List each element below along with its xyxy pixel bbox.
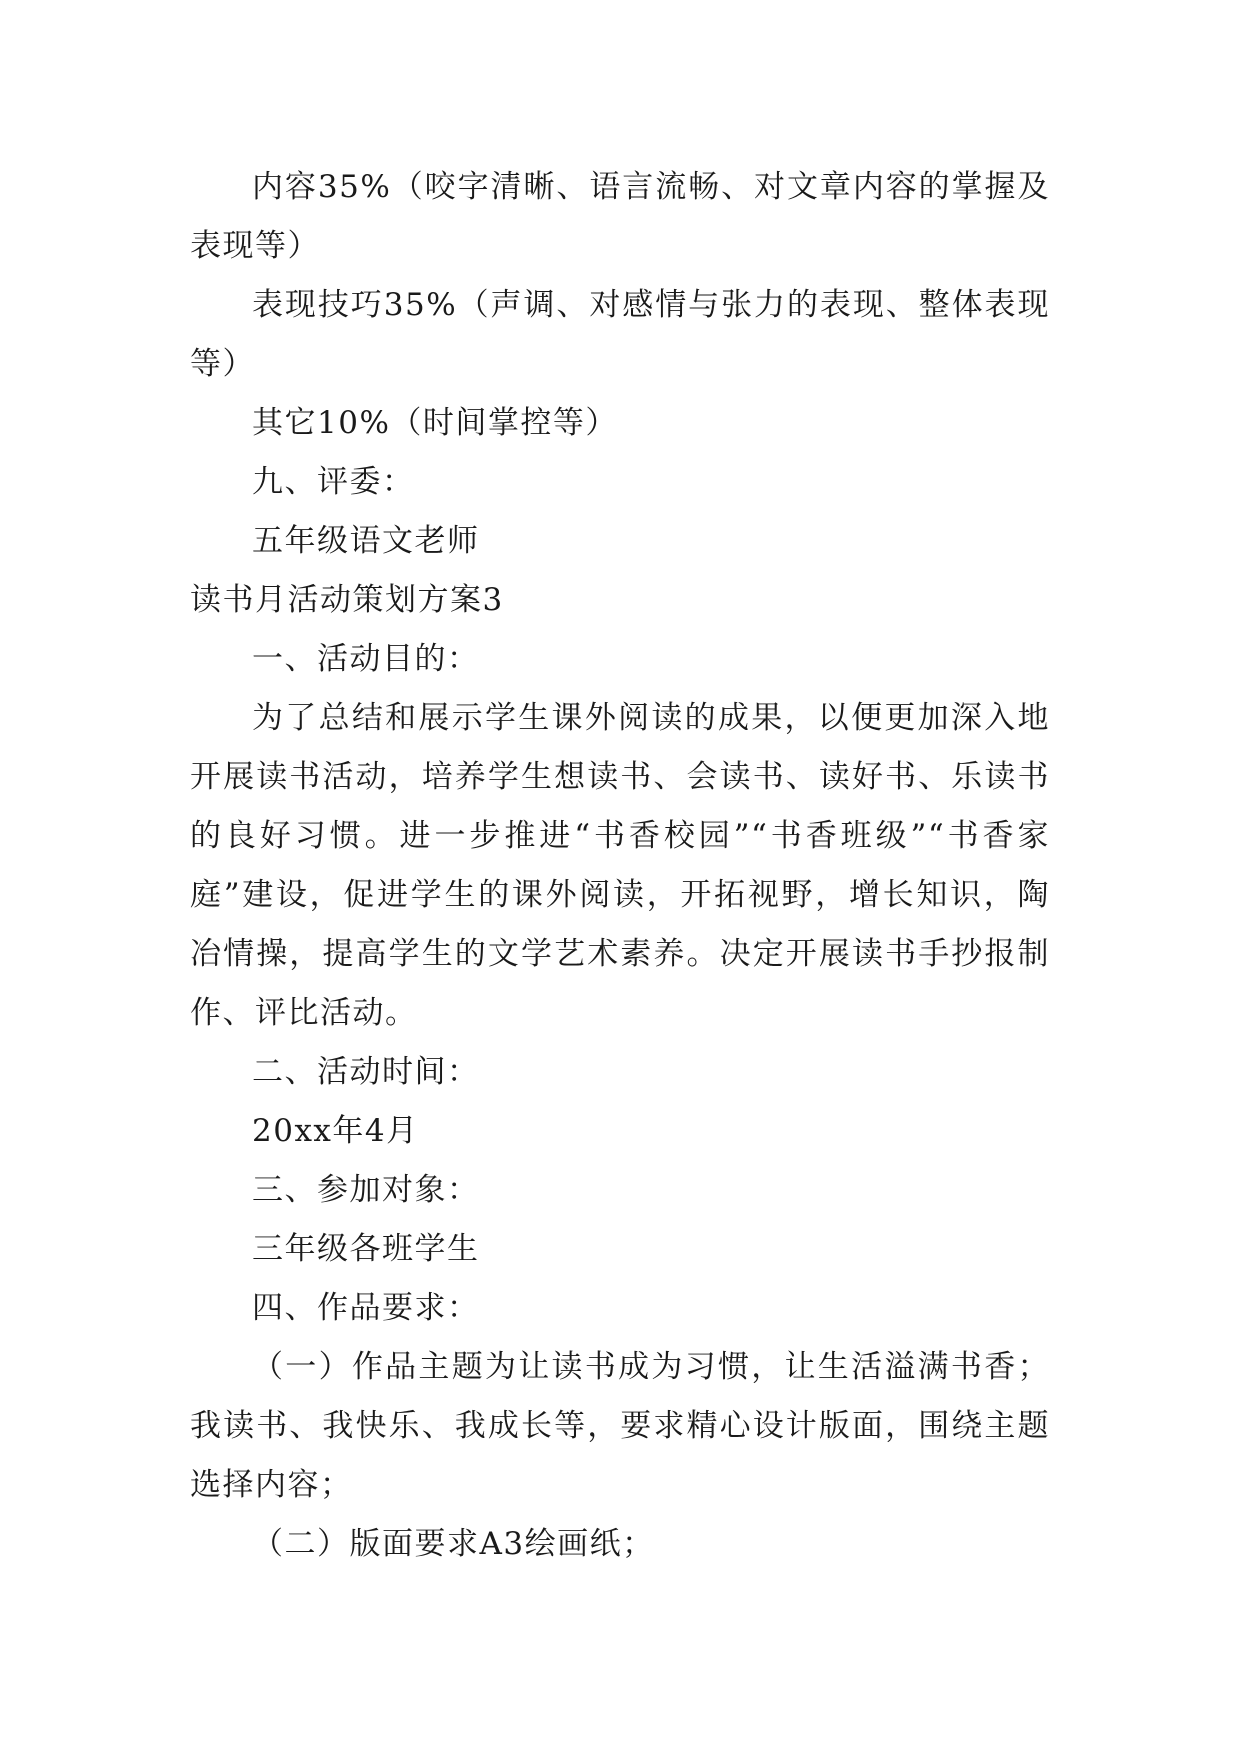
paragraph-technique-score: 表现技巧35%（声调、对感情与张力的表现、整体表现等） (190, 287, 1050, 382)
paragraph-participants: 三年级各班学生 (252, 1231, 480, 1267)
paragraph-other-score: 其它10%（时间掌控等） (252, 405, 618, 441)
heading-requirements: 四、作品要求： (252, 1290, 480, 1326)
section-title-plan-3: 读书月活动策划方案3 (190, 582, 504, 618)
document-body (190, 158, 1050, 1574)
paragraph-requirement-2: （二）版面要求A3绘画纸； (252, 1526, 655, 1562)
paragraph-purpose: 为了总结和展示学生课外阅读的成果，以便更加深入地开展读书活动，培养学生想读书、会读书、读好书、乐读书的良好习惯。进一步推进“书香校园”“书香班级”“书香家庭”建设，促进学生的课外阅读，开拓视野，增长知识，陶冶情操，提高学生的文学艺术素养。决定开展读书手抄报制作、评比活动。 (190, 700, 1050, 1031)
paragraph-requirement-1: （一）作品主题为让读书成为习惯，让生活溢满书香；我读书、我快乐、我成长等，要求精心设计版面，围绕主题选择内容； (190, 1349, 1050, 1503)
paragraph-time: 20xx年4月 (252, 1113, 419, 1149)
paragraph-judges: 五年级语文老师 (252, 523, 480, 559)
heading-judges: 九、评委： (252, 464, 415, 500)
heading-time: 二、活动时间： (252, 1054, 480, 1090)
paragraph-content-score: 内容35%（咬字清晰、语言流畅、对文章内容的掌握及表现等） (190, 169, 1050, 264)
heading-participants: 三、参加对象： (252, 1172, 480, 1208)
heading-purpose: 一、活动目的： (252, 641, 480, 677)
